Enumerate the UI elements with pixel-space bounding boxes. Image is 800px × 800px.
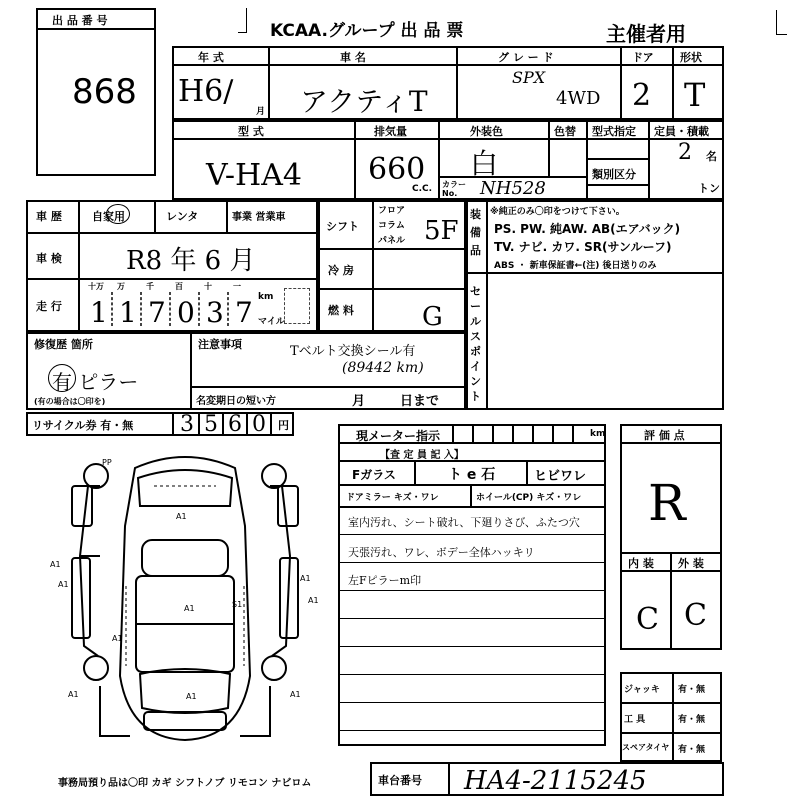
model-value: V-HA4 [206, 158, 302, 193]
damage-mark: S1 [232, 600, 243, 609]
equip-label: 装備品 [470, 208, 481, 257]
remark-line [338, 618, 606, 619]
damage-mark: A1 [184, 604, 195, 613]
mileage-extra-box [284, 288, 310, 324]
period-day: 日まで [400, 394, 440, 409]
tools-label: 工 具 [624, 715, 646, 725]
repair-circle [48, 364, 76, 392]
lot-number-box [36, 8, 156, 176]
group-title: KCAA.グループ 出 品 票 [270, 21, 464, 41]
mileage-divider [140, 292, 142, 326]
color-no-label: カラー No. [442, 180, 466, 198]
corner-mark-right [776, 10, 787, 35]
mile-unit: マイル [258, 317, 285, 327]
recycle-unit: 円 [278, 419, 289, 432]
km-unit: km [258, 292, 274, 302]
score-label: 評 価 点 [644, 429, 685, 442]
sales-point-label: セールスポイント [470, 285, 481, 403]
remark-line [338, 562, 606, 563]
history-label: 車 歴 [36, 210, 62, 223]
mileage-divider [227, 292, 229, 326]
remark-line [338, 646, 606, 647]
short-period-label: 名変期日の短い方 [196, 396, 276, 407]
meter-cell-divider [572, 424, 574, 442]
displacement-label: 排気量 [374, 125, 407, 138]
damage-mark: A1 [112, 634, 123, 643]
meter-cell-divider [492, 424, 494, 442]
repair-note: (有の場合は〇印を) [34, 397, 106, 406]
shape-label: 形状 [680, 51, 702, 64]
remark-line [338, 702, 606, 703]
recycle-digit: 3 [180, 412, 194, 437]
mileage-divider [111, 292, 113, 326]
mileage-divider [169, 292, 171, 326]
mileage-digit: 1 [119, 296, 137, 329]
recycle-digit: 0 [252, 412, 266, 437]
capacity-value: 2 [678, 140, 692, 165]
grade-label: グ レ ー ド [498, 51, 554, 64]
shift-label: シフト [326, 220, 359, 233]
inspection-label: 車 検 [36, 252, 62, 265]
meter-cell-divider [532, 424, 534, 442]
damage-mark: A1 [186, 692, 197, 701]
repair-label: 修復歴 箇所 [34, 338, 93, 351]
doors-value: 2 [632, 78, 652, 113]
class-label: 類別区分 [592, 168, 636, 181]
color-change-label: 色替 [554, 125, 576, 138]
equip-line2: TV. ナビ. カワ. SR(サンルーフ) [494, 240, 672, 254]
meter-cell-divider [472, 424, 474, 442]
name-value: アクティT [300, 85, 428, 118]
history-option-private: 自家用 [92, 210, 125, 223]
color-label: 外装色 [470, 125, 503, 138]
year-label: 年 式 [198, 51, 224, 64]
damage-mark: A1 [50, 560, 61, 569]
cc-unit: C.C. [412, 184, 433, 194]
capacity-label: 定員・積載 [654, 125, 709, 138]
fuel-value: G [422, 302, 443, 332]
mileage-digit: 3 [206, 296, 224, 329]
notes-line2: (89442 km) [342, 360, 424, 376]
shift-option-column: コラム [378, 221, 405, 231]
doors-label: ドア [632, 51, 654, 64]
exterior-value: C [684, 598, 707, 633]
remark-3: 左Fピラーm印 [348, 574, 422, 587]
mileage-digit-header: 十 [204, 282, 212, 291]
mileage-digit-header: 百 [175, 282, 183, 291]
mileage-digit: 1 [90, 296, 108, 329]
damage-mark: A1 [68, 690, 79, 699]
lot-number: 868 [72, 72, 137, 112]
damage-mark: A1 [308, 596, 319, 605]
meter-cell-divider [512, 424, 514, 442]
grade-value-2: 4WD [556, 88, 601, 109]
glass-label: Fガラス [352, 468, 396, 482]
chassis-value: HA4-2115245 [464, 766, 647, 796]
recycle-divider [270, 412, 272, 436]
lot-label: 出 品 番 号 [52, 14, 108, 27]
interior-label: 内 装 [628, 557, 654, 570]
meter-unit: km [590, 429, 606, 439]
wheel-label: ホイール(CP) キズ・ワレ [476, 493, 582, 503]
equip-line3: ABS ・ 新車保証書←(注) 後日送りのみ [494, 261, 657, 271]
type-designation-label: 型式指定 [592, 125, 636, 138]
remark-line [338, 534, 606, 535]
tools-value: 有・無 [678, 715, 706, 725]
recycle-digit: 5 [204, 412, 218, 437]
score-value: R [648, 474, 686, 532]
displacement-value: 660 [368, 152, 426, 187]
jack-value: 有・無 [678, 685, 706, 695]
equip-line1: PS. PW. 純AW. AB(エアバック) [494, 222, 681, 236]
capacity-unit: 名 [706, 150, 717, 163]
name-label: 車 名 [340, 51, 366, 64]
recycle-digit: 6 [228, 412, 242, 437]
notes-label: 注意事項 [198, 338, 242, 351]
period-month: 月 [352, 394, 366, 409]
remark-1: 室内汚れ、シート破れ、下廻りさび、ふたつ穴 [348, 516, 580, 529]
mileage-label: 走 行 [36, 300, 62, 313]
month-unit: 月 [256, 107, 266, 117]
repair-value: 有 ピラー [52, 370, 139, 394]
year-value: H6/ [178, 74, 234, 109]
mileage-digit-header: 十万 [88, 282, 104, 291]
sheet-role: 主催者用 [606, 22, 686, 46]
damage-mark: A1 [300, 574, 311, 583]
grade-value-1: SPX [512, 68, 546, 87]
color-no-value: NH528 [480, 178, 546, 199]
mileage-digit-header: 一 [233, 282, 241, 291]
recycle-divider [198, 412, 200, 436]
recycle-label: リサイクル券 有・無 [32, 419, 134, 432]
remark-line [338, 674, 606, 675]
damage-mark: A1 [290, 690, 301, 699]
model-label: 型 式 [238, 125, 264, 138]
corner-mark [238, 8, 247, 33]
color-value: 白 [470, 147, 499, 180]
spare-label: スペアタイヤ [622, 743, 670, 752]
chassis-label: 車台番号 [378, 774, 422, 787]
meter-cell-divider [452, 424, 454, 442]
inspection-value: R8 年 6 月 [126, 246, 256, 276]
meter-cell-divider [552, 424, 554, 442]
damage-mark: A1 [176, 512, 187, 521]
glass-value: ト e 石 [448, 467, 496, 483]
shift-value: 5F [424, 216, 459, 246]
remark-2: 天張汚れ、ワレ、ボデー全体ハッキリ [348, 546, 535, 559]
mileage-digit: 0 [177, 296, 195, 329]
exterior-label: 外 装 [678, 557, 704, 570]
meter-label: 現メーター指示 [356, 429, 441, 443]
shift-option-floor: フロア [378, 206, 406, 216]
keys-label: 事務局預り品は〇印 カギ シフトノブ リモコン ナビロム [58, 778, 312, 789]
damage-mark: A1 [58, 580, 69, 589]
vehicle-diagram [40, 446, 330, 746]
mileage-divider [198, 292, 200, 326]
history-option-business: 事業 営業車 [232, 212, 286, 223]
mileage-digit-header: 千 [146, 282, 154, 291]
mileage-digit: 7 [235, 296, 253, 329]
history-circle [106, 204, 130, 224]
ac-label: 冷 房 [328, 264, 354, 277]
shift-option-panel: パネル [378, 236, 406, 246]
shape-value: T [684, 76, 706, 114]
recycle-divider [222, 412, 224, 436]
inspector-label: 【査 定 員 記 入】 [380, 450, 464, 461]
jack-label: ジャッキ [624, 685, 660, 695]
interior-value: C [636, 602, 659, 637]
remark-line [338, 730, 606, 731]
fuel-label: 燃 料 [328, 304, 354, 317]
tonnage-unit: トン [698, 182, 720, 195]
remark-line [338, 590, 606, 591]
notes-line1: Tベルト交換シール有 [290, 344, 416, 359]
mirror-label: ドアミラー キズ・ワレ [346, 493, 439, 503]
glass-value-2: ヒビワレ [534, 469, 587, 484]
equip-note: ※純正のみ〇印をつけて下さい。 [490, 207, 625, 217]
mileage-digit: 7 [148, 296, 166, 329]
mileage-digit-header: 万 [117, 282, 125, 291]
history-option-rental: レンタ [166, 210, 199, 223]
recycle-divider [246, 412, 248, 436]
spare-value: 有・無 [678, 745, 706, 755]
damage-mark: PP [102, 458, 112, 467]
